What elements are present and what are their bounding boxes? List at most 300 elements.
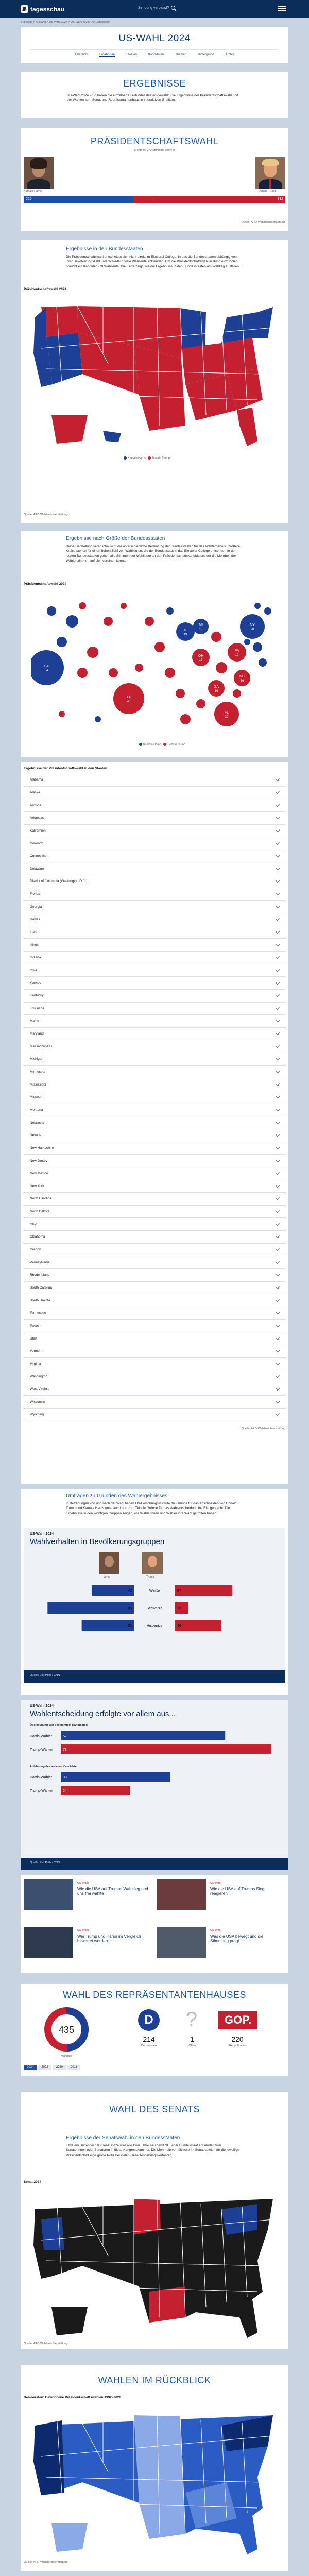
tab-states[interactable]: Staaten xyxy=(126,53,137,56)
chart2-group2-bars xyxy=(30,1770,279,1801)
chevron-down-icon xyxy=(276,1335,280,1340)
state-name: Pennsylvania xyxy=(30,1260,50,1264)
house-tab-2022[interactable]: 2022 xyxy=(38,2065,51,2070)
bubble-state-label: FL xyxy=(224,711,229,715)
bar-value: 73 xyxy=(63,1748,67,1752)
chart2-source: Quelle: Exit Polls / CNN xyxy=(30,1861,60,1865)
state-row[interactable] xyxy=(24,812,285,825)
state-row[interactable] xyxy=(24,1256,285,1269)
state-bubble[interactable] xyxy=(135,664,143,672)
rep-label: Republikaner xyxy=(229,2044,246,2047)
chart2-group1-bars xyxy=(30,1729,279,1760)
chevron-down-icon xyxy=(276,1044,280,1048)
history-heading: WAHLEN IM RÜCKBLICK xyxy=(98,2375,211,2385)
state-bubble[interactable] xyxy=(109,668,118,677)
tab-candidates[interactable]: Kandidaten xyxy=(148,53,164,56)
chevron-down-icon xyxy=(276,1412,280,1416)
chevron-down-icon xyxy=(276,1031,280,1035)
state-row[interactable] xyxy=(24,1206,285,1218)
group-label: Schwarze xyxy=(146,1607,163,1611)
state-row[interactable] xyxy=(24,952,285,964)
bubble-state-label: IL xyxy=(184,629,187,632)
states-map-text: Die Präsidentschaftswahl entscheidet sich nicht direkt im Electoral College, in das die Bundesstaaten abhängig von ihrer Bevölkerungszahl unterschiedlich viele Wahlleute entsenden. Um die Präsidentschaftswahl in Bund einzuholen, braucht ein Kandidat 270 Wahlleute. Die Karte zeigt, wie die Ergebnisse in den Bundesstaaten am Wahltag ausfallen. xyxy=(66,255,240,268)
survey-heading: Umfragen zu Gründen des Wahlergebnisses xyxy=(66,1493,167,1499)
chart1-harris-photo xyxy=(99,1552,119,1574)
chevron-down-icon xyxy=(276,1361,280,1365)
state-name: New Jersey xyxy=(30,1159,47,1163)
decision-bar xyxy=(61,1744,271,1754)
president-source: Quelle: ARD-Wahlberichterstattung xyxy=(241,221,285,224)
chevron-down-icon xyxy=(276,853,280,857)
harris-bar xyxy=(47,1602,134,1614)
state-bubble[interactable] xyxy=(180,714,191,724)
state-row[interactable] xyxy=(24,977,285,990)
bar-label: Trump-Wähler xyxy=(30,1789,53,1793)
chevron-down-icon xyxy=(276,1259,280,1263)
house-tab-2020[interactable]: 2020 xyxy=(53,2065,66,2070)
trump-value: 13 xyxy=(177,1607,181,1611)
state-name: Georgia xyxy=(30,905,42,909)
state-row[interactable] xyxy=(24,1358,285,1370)
chevron-down-icon xyxy=(276,1272,280,1276)
chevron-down-icon xyxy=(276,917,280,921)
chevron-down-icon xyxy=(276,1297,280,1301)
state-name: Ohio xyxy=(30,1222,37,1226)
bubble-heading: Ergebnisse nach Größe der Bundesstaaten xyxy=(66,536,165,541)
chevron-down-icon xyxy=(276,1399,280,1403)
state-name: Illinois xyxy=(30,943,40,947)
chart2-footer-bar xyxy=(21,1858,288,1870)
group-voting-chart xyxy=(24,1528,285,1683)
map-region-northeast[interactable] xyxy=(221,307,273,343)
search-link[interactable] xyxy=(138,6,175,10)
chevron-down-icon xyxy=(276,802,280,806)
state-row[interactable] xyxy=(24,1294,285,1307)
house-year-tabs xyxy=(24,2065,80,2070)
state-row[interactable] xyxy=(24,939,285,952)
teaser-3-image xyxy=(24,1927,73,1958)
decision-bar xyxy=(61,1786,130,1795)
state-bubble[interactable] xyxy=(47,606,56,616)
state-name: New Hampshire xyxy=(30,1146,54,1150)
bar-value: 57 xyxy=(63,1735,67,1738)
bubble-legend-harris: Kamala Harris xyxy=(143,743,161,747)
teaser-4[interactable] xyxy=(157,1927,285,1968)
state-name: Florida xyxy=(30,892,40,896)
history-alaska xyxy=(52,2523,88,2552)
state-bubble[interactable] xyxy=(176,689,185,698)
state-row[interactable] xyxy=(24,1269,285,1282)
history-region-plains[interactable] xyxy=(134,2415,185,2539)
tab-overview[interactable]: Übersicht xyxy=(75,53,89,56)
bubble-state-label: OH xyxy=(198,654,204,658)
teaser-2-image xyxy=(157,1879,206,1910)
teaser-grid xyxy=(21,1875,288,1973)
state-bubble[interactable] xyxy=(121,603,127,609)
chevron-down-icon xyxy=(276,955,280,959)
state-name: Alaska xyxy=(30,790,40,794)
tab-archive[interactable]: Archiv xyxy=(225,53,234,56)
state-name: Texas xyxy=(30,1324,39,1328)
state-row[interactable] xyxy=(24,1015,285,1028)
chart1-trump-label: Trump xyxy=(146,1575,154,1579)
group-label: Hispanics xyxy=(146,1624,163,1628)
chevron-down-icon xyxy=(276,1120,280,1124)
map-region-east[interactable] xyxy=(221,338,258,374)
map-region-pacific[interactable] xyxy=(46,333,82,384)
state-bubble[interactable] xyxy=(264,607,271,615)
electoral-vote-bar xyxy=(24,196,285,203)
state-bubble[interactable] xyxy=(233,689,241,698)
decision-bar xyxy=(61,1772,170,1782)
teaser-3[interactable] xyxy=(24,1927,152,1968)
state-row[interactable] xyxy=(24,901,285,913)
state-name: Missouri xyxy=(30,1095,43,1099)
state-name: Louisiana xyxy=(30,1006,44,1010)
chevron-down-icon xyxy=(276,1081,280,1086)
survey-text: In Befragungen von und nach der Wahl haben US-Forschungsinstitute die Gründe für das Abschneiden von Donald Trump und Kamala Harris untersucht und zum Teil die Gründe für das Wahlentscheidung ins Bild gebracht. Die Ergebnisse in den wichtigen Gruppen zeigen, wie Wählerinnen und Wähler ihre Wahl getroffen haben. xyxy=(66,1502,237,1515)
state-row[interactable] xyxy=(24,1218,285,1231)
trump-value: 46 xyxy=(177,1624,181,1628)
states-map-label: Präsidentschaftswahl 2024 xyxy=(24,287,67,291)
group-label: Weiße xyxy=(149,1589,160,1593)
state-bubble[interactable] xyxy=(154,642,165,652)
state-name: Arizona xyxy=(30,803,42,807)
state-name: Colorado xyxy=(30,841,44,845)
chevron-down-icon xyxy=(276,1196,280,1200)
state-row[interactable] xyxy=(24,1003,285,1015)
state-name: Tennessee xyxy=(30,1311,46,1315)
bubble-state-value: 17 xyxy=(199,659,203,662)
state-name: Oklahoma xyxy=(30,1235,45,1239)
state-bubble[interactable] xyxy=(59,711,65,717)
state-name: New York xyxy=(30,1184,44,1188)
state-name: District of Columbia (Washington D.C.) xyxy=(30,879,88,884)
chart1-source: Quelle: Exit Polls / CNN xyxy=(30,1674,60,1677)
state-row[interactable] xyxy=(24,1244,285,1257)
senate-region-rep-2[interactable] xyxy=(149,2286,185,2323)
chevron-down-icon xyxy=(276,1132,280,1137)
state-row[interactable] xyxy=(24,1028,285,1041)
state-name: New Mexico xyxy=(30,1172,48,1176)
trump-bar xyxy=(175,1620,221,1631)
tab-results[interactable]: Ergebnisse xyxy=(99,53,115,56)
state-row[interactable] xyxy=(24,1320,285,1333)
chevron-down-icon xyxy=(276,866,280,870)
senate-label: Senat 2024 xyxy=(24,2180,41,2184)
gop-logo: GOP. xyxy=(218,2011,258,2029)
trump-value: 57 xyxy=(177,1589,181,1593)
state-name: Montana xyxy=(30,1108,43,1112)
chart2-kicker: US-Wahl 2024 xyxy=(30,1704,54,1708)
harris-name: Kamala Harris xyxy=(24,190,42,193)
state-bubble[interactable] xyxy=(196,699,205,708)
state-row[interactable] xyxy=(24,1142,285,1155)
bubble-legend-trump: Donald Trump xyxy=(167,743,185,747)
senate-heading: WAHL DES SENATS xyxy=(109,2104,200,2114)
chevron-down-icon xyxy=(276,1285,280,1289)
state-list-heading: Ergebnisse der Präsidentschaftswahl in den Staaten xyxy=(24,767,107,770)
state-bubble[interactable] xyxy=(166,607,174,615)
search-icon xyxy=(171,6,175,10)
house-tab-2024[interactable]: 2024 xyxy=(24,2065,37,2070)
tagesschau-logo[interactable] xyxy=(21,5,64,13)
teaser-2-title: Wie die USA auf Trumps Sieg reagieren xyxy=(210,1887,265,1896)
chevron-down-icon xyxy=(276,1006,280,1010)
trump-name: Donald Trump xyxy=(259,190,277,193)
chevron-down-icon xyxy=(276,929,280,934)
states-map-source: Quelle: ARD-Wahlberichterstattung xyxy=(24,513,68,516)
survey-card xyxy=(21,1489,288,1695)
state-bubble[interactable] xyxy=(95,716,101,722)
page-header-card xyxy=(21,27,288,63)
dem-seats: 214 xyxy=(143,2035,155,2043)
state-row[interactable] xyxy=(24,837,285,850)
state-bubble[interactable] xyxy=(145,617,154,626)
chart1-harris-label: Harris xyxy=(102,1575,110,1579)
history-us-map[interactable] xyxy=(31,2405,278,2554)
bubble-state-label: PA xyxy=(234,649,239,653)
results-heading: ERGEBNISSE xyxy=(123,78,186,89)
menu-icon[interactable] xyxy=(278,5,286,12)
chevron-down-icon xyxy=(276,1107,280,1111)
house-tab-2018[interactable]: 2018 xyxy=(67,2065,80,2070)
intro-text: US-Wahl 2024 – So haben die einzelnen US-Bundesstaaten gewählt. Die Ergebnisse der Präsidentschaftswahl und der Wahlen zum Senat und Repräsentantenhaus in interaktiven Grafiken. xyxy=(67,94,238,103)
harris-value: 52 xyxy=(128,1624,132,1628)
bar-label: Trump-Wähler xyxy=(30,1748,53,1752)
state-row[interactable] xyxy=(24,787,285,800)
decision-chart xyxy=(21,1700,288,1870)
teaser-3-title: Wie Trump und Harris im Vergleich bewertet werden xyxy=(77,1934,141,1943)
state-list-card xyxy=(21,762,288,1484)
state-row[interactable] xyxy=(24,1180,285,1193)
state-row[interactable] xyxy=(24,1053,285,1066)
bubble-state-label: MI xyxy=(199,623,203,627)
chevron-down-icon xyxy=(276,878,280,883)
state-bubble[interactable] xyxy=(66,615,78,628)
state-row[interactable] xyxy=(24,913,285,926)
teaser-4-title: Was die USA bewegt und die Stimmung prägt xyxy=(210,1934,264,1943)
bubble-state-label: CA xyxy=(44,665,49,668)
state-row[interactable] xyxy=(24,850,285,863)
state-row[interactable] xyxy=(24,1066,285,1079)
teaser-1-image xyxy=(24,1879,73,1910)
state-row[interactable] xyxy=(24,1091,285,1104)
state-row[interactable] xyxy=(24,825,285,838)
bubble-text: Diese Darstellung veranschaulicht die unterschiedliche Bedeutung der Bundesstaaten für das Wahlergebnis. Größere Kreise stehen für einen hohen Zahl von Wahlleuten, die der Bundesstaat in das Electoral College entsendet. In den letzten Bundesstaaten gehen alle Stimmen der Wahlleute an den Präsidentschaftskandidaten, der die Mehrheit der Wählerstimmen auf sich vereinen konnte. xyxy=(66,545,240,563)
state-name: Connecticut xyxy=(30,854,48,858)
bubble-state-value: 16 xyxy=(240,680,244,683)
state-row[interactable] xyxy=(24,1040,285,1053)
state-bubble[interactable] xyxy=(57,637,67,647)
state-name: Mississippi xyxy=(30,1082,46,1087)
state-name: Massachusetts xyxy=(30,1044,53,1048)
bubble-map[interactable] xyxy=(31,590,278,740)
legend-harris: Kamala Harris xyxy=(128,456,146,460)
chevron-down-icon xyxy=(276,1209,280,1213)
state-row[interactable] xyxy=(24,1193,285,1206)
chevron-down-icon xyxy=(276,840,280,844)
state-accordion-list xyxy=(24,774,285,1421)
bar-label: Harris-Wähler xyxy=(30,1776,53,1780)
map-region-hawaii[interactable] xyxy=(103,431,121,442)
state-name: Maine xyxy=(30,1019,39,1023)
bubble-state-label: NY xyxy=(250,623,255,627)
state-name: South Dakota xyxy=(30,1298,50,1302)
state-row[interactable] xyxy=(24,1345,285,1358)
state-name: North Carolina xyxy=(30,1197,52,1201)
chevron-down-icon xyxy=(276,1374,280,1378)
chart1-trump-photo xyxy=(142,1552,163,1574)
senate-sub: Ergebnisse der Senatswahl in den Bundesstaaten xyxy=(66,2135,180,2141)
house-total-label: Mandate xyxy=(61,2055,72,2058)
breadcrumb[interactable]: Startseite > Ausland > US-Wahl 2024 > US-Wahl 2024: Die Ergebnisse xyxy=(21,21,110,24)
state-name: Alabama xyxy=(30,778,43,782)
trump-bar xyxy=(175,1585,232,1596)
democrat-logo: D xyxy=(138,2009,160,2031)
state-bubble[interactable] xyxy=(165,668,175,678)
state-name: Idaho xyxy=(30,930,39,934)
harris-bar xyxy=(82,1620,134,1631)
state-name: Indiana xyxy=(30,956,41,960)
bubble-map-card xyxy=(21,531,288,757)
state-row[interactable] xyxy=(24,1383,285,1396)
state-row[interactable] xyxy=(24,862,285,875)
state-row[interactable] xyxy=(24,964,285,977)
state-row[interactable] xyxy=(24,774,285,787)
teaser-2[interactable] xyxy=(157,1879,285,1921)
state-name: Vermont xyxy=(30,1349,43,1353)
state-row[interactable] xyxy=(24,875,285,888)
senate-us-map[interactable] xyxy=(31,2189,278,2338)
chevron-down-icon xyxy=(276,1145,280,1149)
state-bubble[interactable] xyxy=(244,639,250,645)
bubble-state-value: 54 xyxy=(44,669,48,672)
state-row[interactable] xyxy=(24,1332,285,1345)
map-region-florida[interactable] xyxy=(237,408,258,446)
chevron-down-icon xyxy=(276,828,280,832)
chevron-down-icon xyxy=(276,942,280,946)
bubble-label: Präsidentschaftswahl 2024 xyxy=(24,582,67,586)
bar-label: Harris-Wähler xyxy=(30,1735,53,1738)
rep-seats: 220 xyxy=(231,2035,244,2043)
state-name: Washington xyxy=(30,1375,48,1379)
open-question-icon: ? xyxy=(185,2008,198,2031)
state-row[interactable] xyxy=(24,1116,285,1129)
state-name: Minnesota xyxy=(30,1070,45,1074)
tab-topics[interactable]: Themen xyxy=(175,53,187,56)
chevron-down-icon xyxy=(276,790,280,794)
state-row[interactable] xyxy=(24,990,285,1003)
teaser-4-image xyxy=(157,1927,206,1958)
president-card xyxy=(21,128,288,231)
brand-name: tagesschau xyxy=(30,5,65,13)
state-row[interactable] xyxy=(24,1409,285,1421)
state-bubble[interactable] xyxy=(216,662,227,673)
state-name: Rhode Island xyxy=(30,1273,50,1277)
senate-region-rep-1[interactable] xyxy=(134,2199,161,2235)
bubble-state-value: 30 xyxy=(225,716,229,719)
teaser-1[interactable] xyxy=(24,1879,152,1921)
chevron-down-icon xyxy=(276,1183,280,1188)
majority-note: Mehrheit: 270 Stimmen, offen: 0 xyxy=(134,149,175,152)
state-bubble[interactable] xyxy=(211,632,221,642)
history-source: Quelle: ARD-Wahlberichterstattung xyxy=(24,2561,68,2564)
trump-portrait xyxy=(255,157,285,189)
state-row[interactable] xyxy=(24,1231,285,1244)
harris-value: 42 xyxy=(128,1589,132,1593)
state-row[interactable] xyxy=(24,1078,285,1091)
senate-alaska xyxy=(52,2307,88,2335)
state-bubble[interactable] xyxy=(254,603,261,609)
bubble-state-value: 40 xyxy=(127,700,131,703)
chart1-kicker: US-Wahl 2024 xyxy=(30,1532,54,1536)
chevron-down-icon xyxy=(276,1247,280,1251)
state-row[interactable] xyxy=(24,1104,285,1117)
state-bubble[interactable] xyxy=(104,617,113,626)
state-row[interactable] xyxy=(24,1129,285,1142)
decision-bar xyxy=(61,1731,225,1740)
house-card xyxy=(21,1984,288,2076)
senate-text: Etwa ein Drittel der 100 Senatssitze wird alle zwei Jahre neu gewählt. Jeder Bundesstaat entsendet zwei Senatorinnen oder Senatoren in diese Kongresskammer. Die Mehrheitsverhältnisse im Senat spielen für die jeweilige Präsidentschaft eine große Rolle bei vielen Gesetzesgebungsverfahren. xyxy=(66,2144,239,2157)
tab-background[interactable]: Hintergrund xyxy=(198,53,214,56)
senate-source: Quelle: ARD-Wahlberichterstattung xyxy=(24,2342,68,2345)
bubble-legend xyxy=(139,743,185,746)
state-bubble[interactable] xyxy=(87,647,98,658)
chevron-down-icon xyxy=(276,1018,280,1022)
map-region-west[interactable] xyxy=(41,306,78,337)
state-bubble[interactable] xyxy=(259,658,267,667)
state-name: Kalifornien xyxy=(30,828,46,833)
state-name: Oregon xyxy=(30,1248,41,1252)
chevron-down-icon xyxy=(276,1069,280,1073)
senate-region-dem-1[interactable] xyxy=(221,2204,258,2235)
harris-portrait xyxy=(24,157,54,189)
state-row[interactable] xyxy=(24,926,285,939)
state-row[interactable] xyxy=(24,1167,285,1180)
chevron-down-icon xyxy=(276,1323,280,1327)
bubble-state-value: 16 xyxy=(214,690,218,693)
chart1-title: Wahlverhalten in Bevölkerungsgruppen xyxy=(30,1537,165,1546)
state-bubble[interactable] xyxy=(79,602,86,609)
teaser-3-kicker: US-Wahl xyxy=(77,1929,89,1932)
chart2-group2-label: Ablehnung des anderen Kandidaten xyxy=(30,1765,79,1768)
state-row[interactable] xyxy=(24,1370,285,1383)
states-map-heading: Ergebnisse in den Bundesstaaten xyxy=(66,246,143,252)
chart1-bars xyxy=(30,1582,279,1638)
senate-region-dem-2[interactable] xyxy=(41,2217,64,2250)
state-row[interactable] xyxy=(24,1396,285,1409)
state-row[interactable] xyxy=(24,1282,285,1295)
state-bubble[interactable] xyxy=(253,642,262,652)
chevron-down-icon xyxy=(276,993,280,997)
state-bubble[interactable] xyxy=(77,668,88,678)
chevron-down-icon xyxy=(276,1056,280,1060)
state-name: Kansas xyxy=(30,981,41,985)
state-row[interactable] xyxy=(24,888,285,901)
chart2-group1-label: Überzeugung von bestimmtem Kandidaten xyxy=(30,1724,88,1727)
open-seats: 1 xyxy=(190,2035,194,2043)
state-row[interactable] xyxy=(24,799,285,812)
president-us-map[interactable] xyxy=(31,297,278,451)
state-row[interactable] xyxy=(24,1307,285,1320)
map-region-alaska[interactable] xyxy=(52,415,88,444)
bubble-state-value: 19 xyxy=(183,633,187,636)
bubble-state-value: 28 xyxy=(250,628,254,631)
state-name: Wyoming xyxy=(30,1413,44,1417)
rep-legend-dot xyxy=(148,456,151,460)
state-row[interactable] xyxy=(24,1155,285,1167)
